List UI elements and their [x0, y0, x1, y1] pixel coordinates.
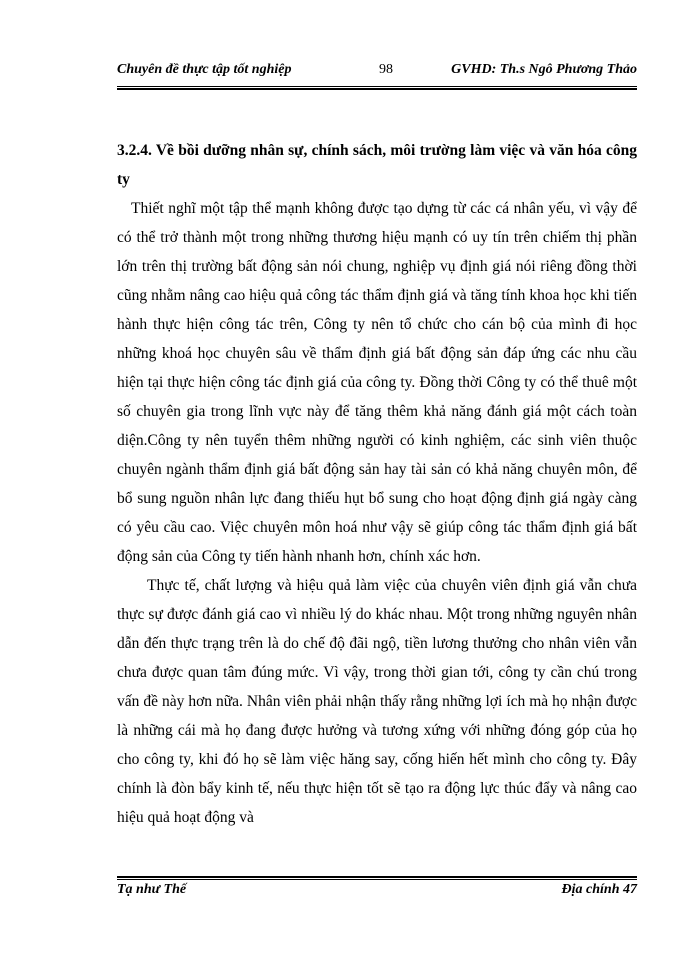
header-supervisor: GVHD: Th.s Ngô Phương Thảo — [451, 62, 637, 77]
header-page-number: 98 — [379, 62, 393, 77]
footer-author: Tạ như Thế — [117, 882, 187, 897]
header-divider — [117, 86, 637, 90]
body-paragraph-2: Thực tế, chất lượng và hiệu quả làm việc của chuyên viên định giá vẫn chưa thực sự được đánh giá cao vì nhiều lý do khác nhau. Một trong những nguyên nhân dẫn đến thực trạng trên là do chế độ đãi ngộ, tiền lương thưởng cho nhân viên vẫn chưa được quan tâm đúng mức. Vì vậy, trong thời gian tới, công ty cần chú trong vấn đề này hơn nữa. Nhân viên phải nhận thấy rằng những lợi ích mà họ nhận được là những cái mà họ đang được hưởng và tương xứng với những đóng góp của họ cho công ty, khi đó họ sẽ làm việc hăng say, cống hiến hết mình cho công ty. Đây chính là đòn bẩy kinh tế, nếu thực hiện tốt sẽ tạo ra động lực thúc đẩy và nâng cao hiệu quả hoạt động và — [117, 577, 637, 826]
page-footer — [117, 882, 637, 904]
footer-class: Địa chính 47 — [561, 882, 637, 897]
page-header — [117, 62, 637, 84]
body-paragraph-1: Thiết nghĩ một tập thể mạnh không được tạo dựng từ các cá nhân yếu, vì vậy để có thể trở thành một trong những thương hiệu mạnh có uy tín trên chiếm thị phần lớn trên thị trường bất động sản nói chung, nghiệp vụ định giá nói riêng đồng thời cũng nhằm nâng cao hiệu quả công tác thẩm định giá và tăng tính khoa học khi tiến hành thực hiện công tác trên, Công ty nên tổ chức cho cán bộ của mình đi học những khoá học chuyên sâu về thẩm định giá bất động sản đáp ứng các nhu cầu hiện tại thực hiện công tác định giá của công ty. Đồng thời Công ty có thể thuê một số chuyên gia trong lĩnh vực này để tăng thêm khả năng đánh giá một cách toàn diện.Công ty nên tuyển thêm những người có kinh nghiệm, các sinh viên thuộc chuyên ngành thẩm định giá bất động sản hay tài sản có khả năng chuyên môn, để bổ sung nguồn nhân lực đang thiếu hụt bổ sung cho hoạt động định giá ngày càng có yêu cầu cao. Việc chuyên môn hoá như vậy sẽ giúp công tác thẩm định giá bất động sản của Công ty tiến hành nhanh hơn, chính xác hơn. — [117, 200, 637, 565]
header-document-title: Chuyên đề thực tập tốt nghiệp — [117, 62, 292, 77]
section-heading: 3.2.4. Về bồi dưỡng nhân sự, chính sách, môi trường làm việc và văn hóa công ty — [117, 142, 637, 188]
footer-divider — [117, 876, 637, 880]
page-body — [117, 136, 637, 832]
